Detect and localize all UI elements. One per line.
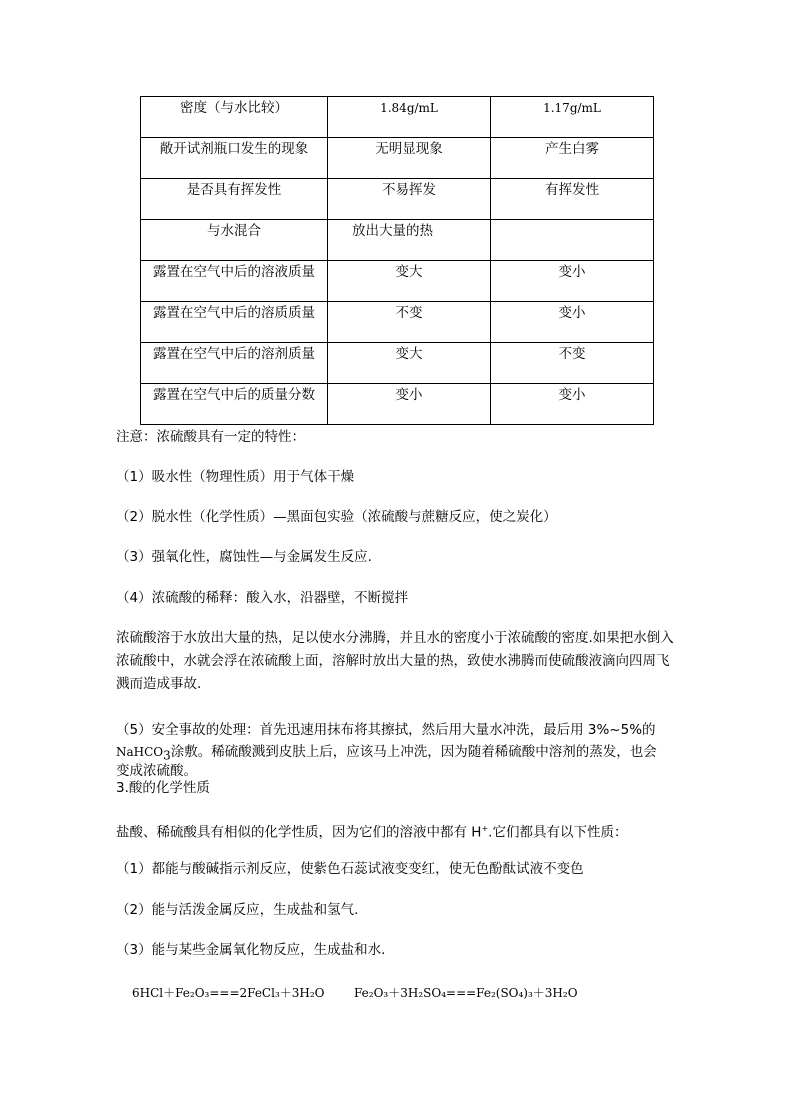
property-cell	[141, 384, 328, 425]
note-item-5-line-3: 变成浓硫酸。	[116, 763, 197, 779]
hydrochloric-acid-cell-text: 变小	[558, 305, 586, 321]
sulfuric-acid-cell	[328, 179, 491, 220]
note-item-5-line-2: NaHCO$_3$涂敷。稀硫酸溅到皮肤上后，应该马上冲洗，因为随着稀硫酸中溶剂的蒸发，也会	[116, 744, 657, 763]
table-row	[141, 138, 654, 179]
sulfuric-acid-cell	[328, 343, 491, 384]
property-cell	[141, 179, 328, 220]
sulfuric-acid-cell-text: 放出大量的热	[352, 223, 433, 239]
table-row	[141, 343, 654, 384]
sulfuric-acid-cell	[328, 220, 491, 261]
sulfuric-acid-cell	[328, 302, 491, 343]
note-item-2: （2）脱水性（化学性质）—黑面包实验（浓硫酸与蔗糖反应，使之炭化）	[116, 509, 557, 525]
hydrochloric-acid-cell-text: 变小	[558, 264, 586, 280]
property-cell	[141, 97, 328, 138]
acid-properties-table	[140, 96, 654, 425]
note-item-4: （4）浓硫酸的稀释：酸入水，沿器壁，不断搅拌	[116, 590, 409, 606]
property-3: （3）能与某些金属氧化物反应，生成盐和水.	[116, 942, 386, 958]
table-row	[141, 220, 654, 261]
note-heading: 注意：浓硫酸具有一定的特性：	[116, 429, 305, 445]
property-cell-text: 是否具有挥发性	[186, 182, 282, 198]
note-item-5-line-1: （5）安全事故的处理：首先迅速用抹布将其擦拭，然后用大量水冲洗，最后用 3%~5%的	[116, 722, 656, 738]
sulfuric-acid-cell	[328, 97, 491, 138]
hydrochloric-acid-cell	[491, 302, 654, 343]
property-cell-text: 密度（与水比较）	[180, 100, 288, 116]
hydrochloric-acid-cell	[491, 384, 654, 425]
hydrochloric-acid-cell	[491, 261, 654, 302]
sulfuric-acid-cell-text: 变大	[395, 264, 423, 280]
property-cell-text: 露置在空气中后的溶剂质量	[153, 346, 315, 362]
table-row	[141, 179, 654, 220]
property-cell	[141, 138, 328, 179]
table-row	[141, 261, 654, 302]
sulfuric-acid-cell-text: 不变	[395, 305, 423, 321]
hydrochloric-acid-cell-text	[491, 220, 653, 223]
property-2: （2）能与活泼金属反应，生成盐和氢气.	[116, 902, 359, 918]
hydrochloric-acid-cell	[491, 179, 654, 220]
note-item-3: （3）强氧化性，腐蚀性—与金属发生反应.	[116, 549, 372, 565]
sulfuric-acid-cell	[328, 384, 491, 425]
section-3-intro: 盐酸、稀硫酸具有相似的化学性质，因为它们的溶液中都有 H+.它们都具有以下性质：	[116, 824, 628, 841]
equation-1: 6HCl＋Fe₂O₃===2FeCl₃＋3H₂O	[132, 986, 325, 1000]
property-cell-text: 敞开试剂瓶口发生的现象	[159, 141, 309, 157]
equation-2: Fe₂O₃＋3H₂SO₄===Fe₂(SO₄)₃＋3H₂O	[354, 986, 578, 1000]
property-1: （1）都能与酸碱指示剂反应，使紫色石蕊试液变变红，使无色酚酞试液不变色	[116, 861, 584, 877]
property-cell-text: 露置在空气中后的溶质质量	[153, 305, 315, 321]
table-row	[141, 302, 654, 343]
note-item-1: （1）吸水性（物理性质）用于气体干燥	[116, 469, 355, 485]
property-cell-text: 露置在空气中后的质量分数	[153, 387, 315, 403]
hydrochloric-acid-cell-text: 有挥发性	[545, 182, 599, 198]
sulfuric-acid-cell	[328, 138, 491, 179]
property-cell	[141, 261, 328, 302]
sulfuric-acid-cell-text: 变小	[395, 387, 423, 403]
hydrochloric-acid-cell	[491, 97, 654, 138]
sulfuric-acid-cell-text: 1.84g/mL	[380, 101, 438, 115]
property-cell	[141, 343, 328, 384]
sulfuric-acid-cell-text: 不易挥发	[382, 182, 436, 198]
dilution-explanation: 浓硫酸溶于水放出大量的热，足以使水分沸腾，并且水的密度小于浓硫酸的密度.如果把水倒入浓硫酸中，水就会浮在浓硫酸上面，溶解时放出大量的热，致使水沸腾而使硫酸液滴向四周飞溅而造成事故.	[116, 630, 674, 692]
property-cell-text: 与水混合	[207, 223, 261, 239]
sulfuric-acid-cell	[328, 261, 491, 302]
hydrochloric-acid-cell-text: 产生白雾	[545, 141, 599, 157]
table-row	[141, 384, 654, 425]
sulfuric-acid-cell-text: 变大	[395, 346, 423, 362]
hydrochloric-acid-cell	[491, 220, 654, 261]
property-cell	[141, 220, 328, 261]
hydrochloric-acid-cell-text: 1.17g/mL	[543, 101, 601, 115]
table-row	[141, 97, 654, 138]
hydrochloric-acid-cell	[491, 343, 654, 384]
property-cell	[141, 302, 328, 343]
section-3-heading: 3.酸的化学性质	[116, 780, 210, 796]
property-cell-text: 露置在空气中后的溶液质量	[153, 264, 315, 280]
hydrochloric-acid-cell	[491, 138, 654, 179]
hydrochloric-acid-cell-text: 变小	[558, 387, 586, 403]
hydrochloric-acid-cell-text: 不变	[558, 346, 586, 362]
sulfuric-acid-cell-text: 无明显现象	[375, 141, 443, 157]
